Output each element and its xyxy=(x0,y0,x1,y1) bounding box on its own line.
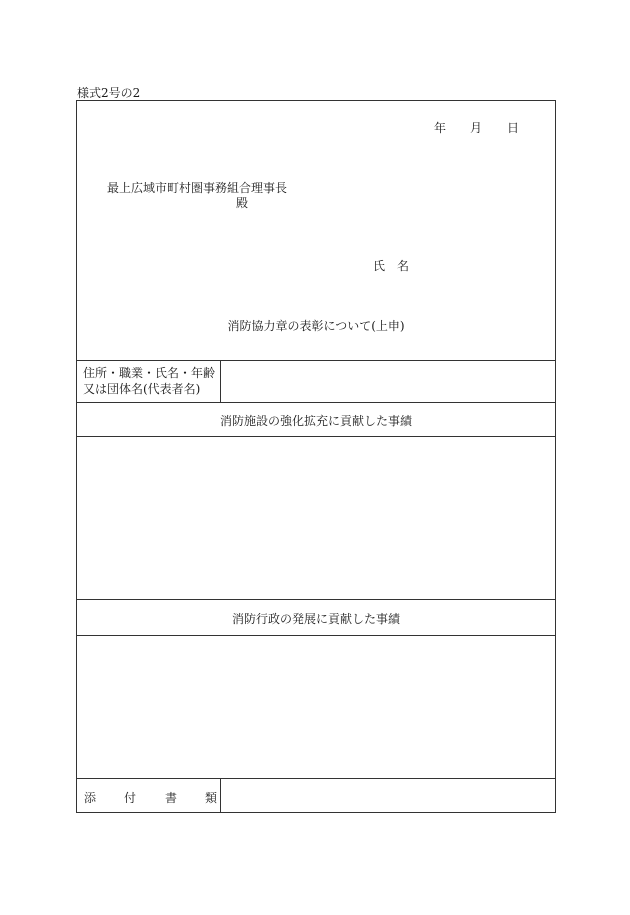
attachments-char: 付 xyxy=(124,791,137,805)
section1-heading: 消防施設の強化拡充に貢献した事績 xyxy=(219,414,412,428)
form-frame xyxy=(76,100,556,813)
divider xyxy=(77,402,555,403)
divider xyxy=(77,599,555,600)
divider xyxy=(77,436,555,437)
section1-content-area[interactable] xyxy=(79,438,553,597)
date-year: 年 xyxy=(434,121,447,135)
applicant-label-line1: 住所・職業・氏名・年齢 xyxy=(83,366,216,380)
divider xyxy=(77,360,555,361)
form-number: 様式2号の2 xyxy=(77,86,141,100)
attachments-char: 添 xyxy=(84,791,97,805)
divider xyxy=(77,635,555,636)
divider xyxy=(220,360,221,402)
applicant-info-field[interactable] xyxy=(222,362,553,400)
date-month: 月 xyxy=(470,121,483,135)
attachments-char: 書 xyxy=(165,791,178,805)
attachments-field[interactable] xyxy=(222,780,553,811)
section2-content-area[interactable] xyxy=(79,637,553,776)
recipient-honorific: 殿 xyxy=(236,196,249,210)
attachments-char: 類 xyxy=(205,791,218,805)
applicant-info-label xyxy=(83,365,215,397)
recipient-title: 最上広域市町村圏事務組合理事長 xyxy=(107,181,288,195)
divider xyxy=(77,778,555,779)
section2-heading: 消防行政の発展に貢献した事績 xyxy=(231,612,400,626)
divider xyxy=(220,778,221,813)
date-day: 日 xyxy=(507,121,520,135)
applicant-label-line2: 又は団体名(代表者名) xyxy=(83,382,201,396)
applicant-name-label: 氏 名 xyxy=(373,259,410,273)
subject-line: 消防協力章の表彰について(上申) xyxy=(227,319,405,333)
